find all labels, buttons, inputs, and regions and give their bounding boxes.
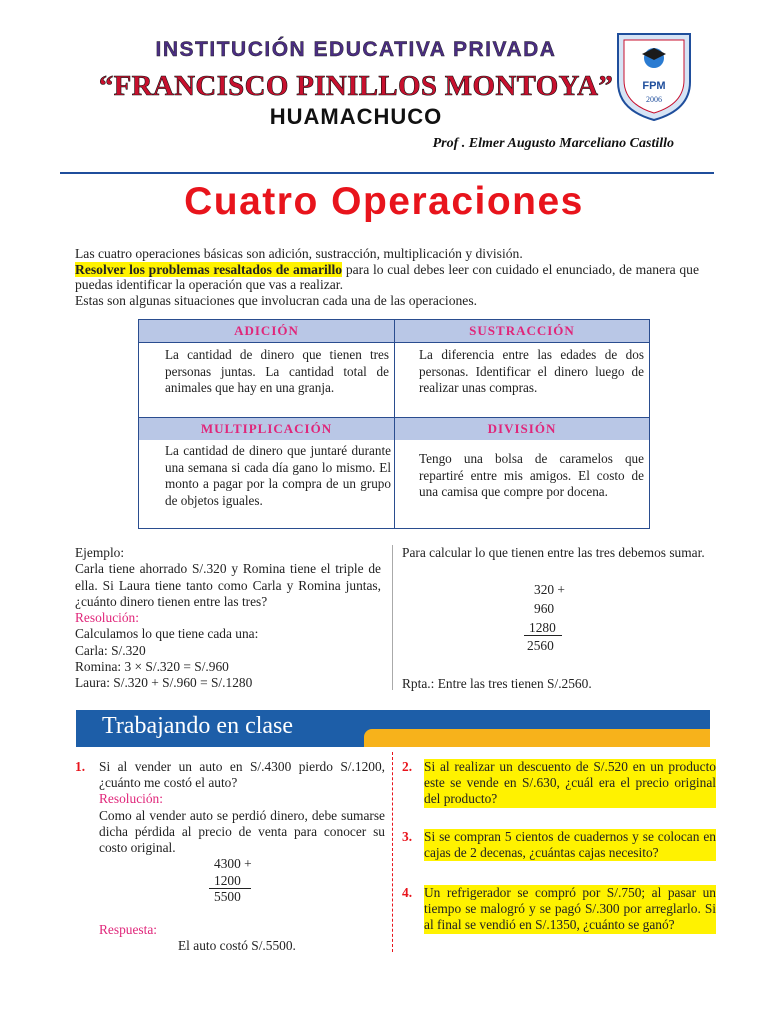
banner-title: Trabajando en clase [102,713,294,739]
respuesta-label: Respuesta: [99,922,158,937]
problem-text: Si al vender un auto en S/.4300 pierdo S/.1200, ¿cuánto me costó el auto? [99,759,385,791]
problem-2 [402,759,716,808]
teacher-name: Prof . Elmer Augusto Marceliano Castillo [432,136,674,151]
intro-line-1: Las cuatro operaciones básicas son adición, sustracción, multiplicación y división. [75,246,523,261]
problem-text: Si al realizar un descuento de S/.520 en un producto este se vende en S/.630, ¿cuál era el precio original del producto? [424,759,716,807]
header-multiplicacion: MULTIPLICACIÓN [139,418,394,440]
header-division: DIVISIÓN [395,418,649,440]
problem-text: Si se compran 5 cientos de cuadernos y se colocan en cajas de 2 decenas, ¿cuántas cajas necesito? [424,829,716,861]
resolucion-label: Resolución: [99,791,163,807]
example-left [75,545,381,692]
problem-explanation: Como al vender auto se perdió dinero, debe sumarse dicha pérdida al precio de venta para conocer su costo original. [99,807,385,856]
problem-1 [75,759,385,856]
city-heading: HUAMACHUCO [269,104,443,129]
sum-line: 320 + [534,582,565,597]
resolucion-label: Resolución: [75,610,139,626]
example-step: Calculamos lo que tiene cada una: [75,626,259,642]
problem-number: 1. [75,759,86,774]
problem-4 [402,885,716,934]
page-title: Cuatro Operaciones [184,180,584,223]
problem-text: Un refrigerador se compró por S/.750; al pasar un tiempo se malogró y se pagó S/.300 por arreglarlo. Si al final se vendió en S/.1350, ¿cuánto se ganó? [424,885,716,933]
example-label: Ejemplo: [75,545,125,560]
logo-initials: FPM [642,80,666,92]
sum-line: 1280 [529,620,556,635]
sum-line: 1200 [214,873,241,888]
operations-table [138,319,650,529]
sum-result: 2560 [527,638,554,653]
school-type-heading: INSTITUCIÓN EDUCATIVA PRIVADA [155,38,557,61]
banner-accent [364,729,710,747]
example-answer: Rpta.: Entre las tres tienen S/.2560. [402,676,592,691]
sum-line: 960 [534,601,555,616]
example-right-text: Para calcular lo que tienen entre las tres debemos sumar. [402,545,705,560]
problem-number: 3. [402,829,413,844]
cell-adicion: La cantidad de dinero que tienen tres personas juntas. La cantidad total de animales que hay en una granja. [165,347,389,396]
intro-line-3: Estas son algunas situaciones que involucran cada una de las operaciones. [75,292,478,308]
problem-3 [402,829,716,861]
sum-rule [524,635,562,636]
example-step: Carla: S/.320 [75,642,146,658]
problem-number: 4. [402,885,413,900]
example-statement: Carla tiene ahorrado S/.320 y Romina tiene el triple de ella. Si Laura tiene tanto como Carla y Romina juntas, ¿cuánto dinero tienen entre las tres? [75,561,381,609]
intro-line-2-rest: para lo cual debes leer con cuidado el enunciado, de manera que puedas identificar la operación que vas a realizar. [75,261,699,293]
intro-text [75,246,699,308]
problem-number: 2. [402,759,413,774]
example-step: Laura: S/.320 + S/.960 = S/.1280 [75,675,253,691]
column-divider [392,545,393,690]
logo-year: 2006 [646,95,662,104]
intro-line-2 [75,262,699,293]
table-divider [139,342,649,343]
highlight-instruction: Resolver los problemas resaltados de amarillo [75,261,343,277]
problems-column-divider [392,752,393,952]
school-crest-logo [614,30,694,122]
header-adicion: ADICIÓN [139,320,394,342]
sum-result: 5500 [214,889,241,904]
example-step: Romina: 3 × S/.320 = S/.960 [75,659,229,675]
header-sustraccion: SUSTRACCIÓN [395,320,649,342]
cell-multiplicacion: La cantidad de dinero que juntaré durante una semana si cada día gano lo mismo. El monto a pagar por la compra de un grupo de objetos iguales. [165,443,391,509]
sum-line: 4300 + [214,856,252,871]
cell-sustraccion: La diferencia entre las edades de dos personas. Identificar el dinero luego de realizar unas compras. [419,347,644,396]
section-banner [76,710,710,747]
cell-division: Tengo una bolsa de caramelos que repartiré entre mis amigos. El costo de una camisa que compre por docena. [419,451,644,500]
header-divider [60,172,714,174]
problem-1-answer: El auto costó S/.5500. [178,938,296,953]
school-name-heading: “FRANCISCO PINILLOS MONTOYA” [98,70,614,102]
